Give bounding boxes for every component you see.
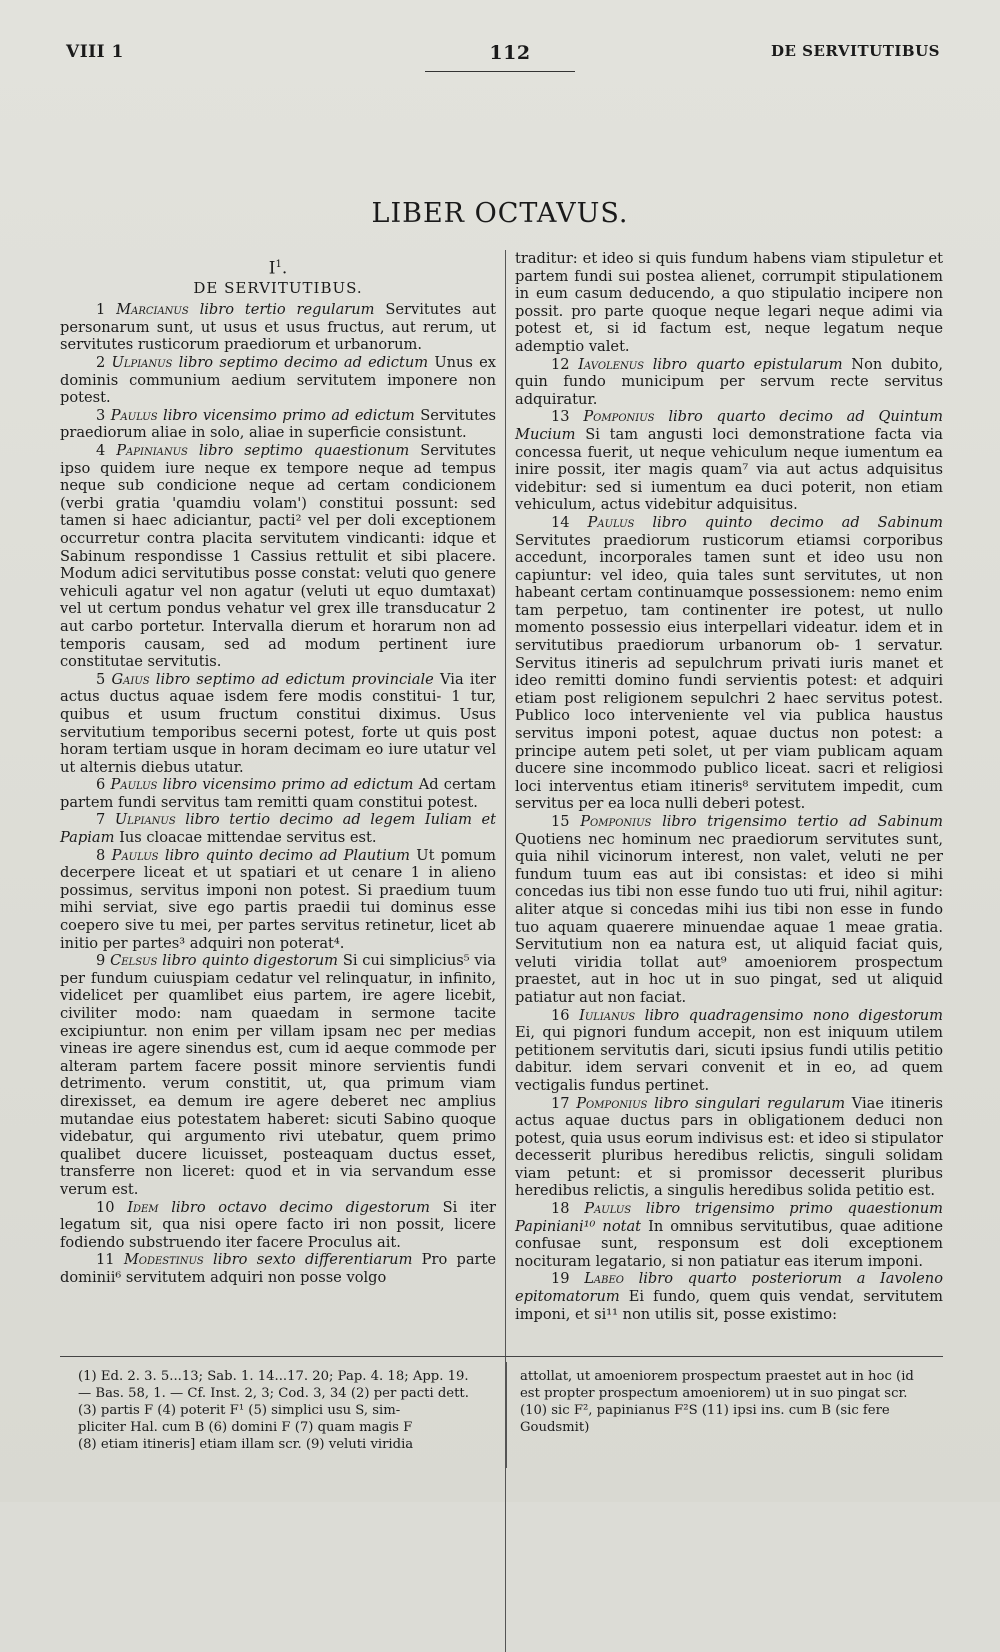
fragment-author: Iulianus xyxy=(579,1006,636,1024)
fragment xyxy=(60,952,496,1198)
fragment-number: 18 xyxy=(551,1200,585,1218)
fragment-number: 5 xyxy=(96,670,112,688)
fragment-number: 1 xyxy=(96,301,117,319)
fragment-source: libro quarto epistularum xyxy=(652,355,843,373)
right-column xyxy=(515,250,943,1323)
fragment-text: Si tam angusti loci demonstratione facta via concessa fuerit, ut neque vehiculum neque iumentum ea inire possit, iter magis quam⁷ via aut actus adquisitus videbitur: sed si iumentum ea duci poterit, non etiam vehiculum, actus videbitur adquisitus. xyxy=(515,425,944,514)
fragment-number: 16 xyxy=(551,1006,580,1024)
fragment xyxy=(60,442,496,671)
fragment-author: Papinianus xyxy=(116,442,188,459)
fragment xyxy=(515,356,943,409)
fragment-source: libro quarto decimo ad Quintum Mucium xyxy=(515,408,943,443)
fragment-number: 19 xyxy=(551,1270,585,1288)
left-column xyxy=(60,250,496,1287)
fragment-text: Servitutes aut personarum sunt, ut usus et usus fructus, aut rerum, ut servitutes rusticorum praediorum et urbanorum. xyxy=(60,301,496,354)
fragment-number: 15 xyxy=(551,813,581,830)
fragment-number: 11 xyxy=(96,1251,124,1269)
fragment-text: Quotiens nec hominum nec praediorum servitutes sunt, quia nihil vicinorum interest, non valet, veluti ne per fundum tuum eas aut ibi consistas: et ideo si mihi concedas ius tibi non esse fundo tuo uti frui, nihil agitur: aliter atque si concedas mihi ius tibi non esse in fundo tuo aquam quaerere minuendae aquae 1 meae gratia. Servitutium non ea natura est, ut aliquid faciat quis, veluti viridia tollat aut⁹ amoeniorem prospectum praestet, aut in hoc ut in suo pingat, sed ut aliquid patiatur aut non faciat. xyxy=(515,830,943,1006)
fragment-number: 9 xyxy=(96,952,111,970)
fragment-author: Ulpianus xyxy=(114,811,176,829)
fragment-source: libro quadragensimo nono digestorum xyxy=(644,1006,944,1024)
fragment-source: libro sexto differentiarum xyxy=(213,1251,413,1269)
fragment-source: libro septimo quaestionum xyxy=(198,442,410,459)
fragment xyxy=(60,407,496,442)
fragment-text: Ius cloacae mittendae servitus est. xyxy=(119,829,377,847)
fragment-text: Si cui simplicius⁵ via per fundum cuiuspiam cedatur vel relinquatur, in infinito, videlicet per quamlibet eius partem, ire agere licebit, civiliter modo: nam quaedam in sermone tacite excipiuntur. non enim per villam ipsam nec per medias vineas ire agere sinendus est, cum id aeque commode per alteram partem facere possit minore servientis fundi detrimento. verum constitit, ut, qua primum viam direxisset, ea demum ire agere deberet nec amplius mutandae eius potestatem haberet: sicuti Sabino quoque videbatur, qui argumento rivi utebatur, quem primo qualibet ducere licuisset, posteaquam ductus esset, transferre non liceret: quod et in via servandum esse verum est. xyxy=(60,952,497,1198)
footnotes-left xyxy=(78,1368,498,1453)
fragment-text: Servitutes praediorum aliae in solo, aliae in superficie consistunt. xyxy=(60,406,496,442)
fragment-text: Ei fundo, quem quis vendat, servitutem imponi, et si¹¹ non utilis sit, posse existimo: xyxy=(515,1288,943,1323)
fragment-number: 6 xyxy=(96,776,111,794)
fragment-author: Paulus xyxy=(587,513,635,531)
fragment xyxy=(60,776,496,811)
fragment-author: Pomponius xyxy=(580,813,652,830)
fragment xyxy=(515,1095,943,1201)
footnote-line: — Bas. 58, 1. — Cf. Inst. 2, 3; Cod. 3, 34 (2) per pacti dett. xyxy=(78,1386,469,1401)
fragment-source: libro octavo decimo digestorum xyxy=(171,1198,430,1216)
fragment-author: Pomponius xyxy=(583,408,655,426)
fragment-text: Servitutes praediorum rusticorum etiamsi corporibus accedunt, incorporales tamen sunt et ideo usu non capiuntur: vel ideo, quia tales sunt servitutes, ut non habeant certam continuamque possessionem: nemo enim tam perpetuo, tam continenter ire potest, ut nullo momento possessio eius interpellari videatur. idem et in servitutibus praediorum urbanorum ob- 1 servatur. Servitus itineris ad sepulchrum privati iuris manet et ideo remitti domino fundi servientis potest: et adquiri etiam post religionem sepulchri 2 haec servitus potest. Publico loco interveniente vel via publica haustus servitus imponi potest, aquae ductus non potest: a principe autem peti solet, ut per viam publicam aquam ducere sine incommodo publico liceat. sacri et religiosi loci interventus etiam itineris⁸ servitutem impedit, cum servitus per ea loca nulli deberi potest. xyxy=(515,531,943,813)
fragment-source: libro tertio regularum xyxy=(199,301,375,319)
fragment xyxy=(515,1007,943,1095)
fragment-source: libro quinto decimo ad Sabinum xyxy=(652,513,943,531)
fragment-source: libro tertio decimo ad legem Iuliam et Papiam xyxy=(60,811,496,847)
fragment xyxy=(60,301,496,354)
fragment xyxy=(515,1270,943,1323)
fragment-text: Pro parte dominii⁶ servitutem adquiri non posse volgo xyxy=(60,1251,496,1286)
fragment-text: Ut pomum decerpere liceat et ut spatiari et ut cenare 1 in alieno possimus, servitus imponi non potest. Si praedium tuum mihi serviat, sive ego partis praedii tui dominus esse coepero sive tu mei, per partes servitus retinetur, licet ab initio per partes³ adquiri non poterat⁴. xyxy=(60,846,496,952)
footnotes-right xyxy=(520,1368,945,1436)
fragment-number: 7 xyxy=(96,811,115,829)
fragment-source: libro quinto digestorum xyxy=(162,952,339,970)
fragment-author: Celsus xyxy=(110,952,158,970)
fragment-author: Pomponius xyxy=(576,1094,648,1112)
fragment-author: Labeo xyxy=(584,1270,624,1288)
fragment-number: 14 xyxy=(551,513,588,531)
right-fragments xyxy=(515,356,943,1324)
fragment-text: Ad certam partem fundi servitus tam remitti quam constitui potest. xyxy=(60,776,496,811)
fragment-author: Gaius xyxy=(111,670,150,688)
title-number: $I^1$. xyxy=(268,258,288,279)
fragment-author: Ulpianus xyxy=(111,354,173,372)
fragment-source: libro singulari regularum xyxy=(654,1094,846,1112)
fragment-author: Paulus xyxy=(110,776,158,794)
footnote-line: pliciter Hal. cum B (6) domini F (7) quam magis F xyxy=(78,1420,413,1435)
fragment-text: Si iter legatum sit, qua nisi opere facto iri non possit, licere fodiendo substruendo iter facere Proculus ait. xyxy=(60,1198,497,1251)
fragment-number: 10 xyxy=(96,1198,128,1216)
fragment-author: Marcianus xyxy=(116,301,189,319)
footnote-line: (10) sic F², papinianus F²S (11) ipsi ins. cum B (sic fere xyxy=(520,1403,890,1418)
footnote-line: (3) partis F (4) poterit F¹ (5) simplici usu S, sim- xyxy=(78,1403,401,1418)
fragment xyxy=(60,671,496,777)
footnote-line: (8) etiam itineris] etiam illam scr. (9) veluti viridia xyxy=(78,1437,414,1452)
fragment-number: 4 xyxy=(96,442,117,459)
fragment-source: libro quinto decimo ad Plautium xyxy=(164,846,410,864)
fragment-source: libro trigensimo tertio ad Sabinum xyxy=(662,813,943,830)
fragment-author: Paulus xyxy=(584,1200,632,1218)
fragment xyxy=(515,1200,943,1270)
fragment-text: Servitutes ipso quidem iure neque ex tempore neque ad tempus neque sub condicione neque ad certam condicionem (verbi gratia 'quamdiu volam') constitui possunt: sed tamen si haec adiciantur, pacti² vel per doli exceptionem occurretur contra placita servitutem vindicanti: idque et Sabinum respondisse 1 Cassius rettulit et sibi placere. Modum adici servitutibus posse constat: veluti quo genere vehiculi agatur vel non agatur (veluti ut equo dumtaxat) vel ut certum pondus vehatur vel grex ille transducatur 2 aut carbo portetur. Intervalla dierum et horarum non ad temporis causam, sed ad modum pertinent iure constitutae servitutis. xyxy=(60,442,496,671)
fragment-author: Iavolenus xyxy=(578,355,644,373)
header-running-title: DE SERVITUTIBUS xyxy=(770,42,940,60)
fragment-text: Viae itineris actus aquae ductus pars in obligationem deduci non potest, quia usus eorum indivisus est: et ideo si stipulator decesserit pluribus heredibus relictis, singuli solidam viam petunt: et si promissor decesserit pluribus heredibus relictis, a singulis heredibus solida petitio est. xyxy=(515,1094,944,1200)
left-fragments xyxy=(60,301,496,1286)
fragment-text: Via iter actus ductus aquae isdem fere modis constitui- 1 tur, quibus et usum fructum constitui diximus. Usus servitutium temporibus secerni potest, forte ut quis post horam tertiam usque in horam decimam eo iure utatur vel ut alternis diebus utatur. xyxy=(60,670,496,776)
fragment-author: Paulus xyxy=(111,846,159,864)
fragment-number: 2 xyxy=(96,354,112,372)
footnote-line: (1) Ed. 2. 3. 5...13; Sab. 1. 14...17. 20; Pap. 4. 18; App. 19. xyxy=(78,1369,469,1384)
fragment-author: Modestinus xyxy=(123,1251,204,1269)
header-book-chapter: VIII 1 xyxy=(66,42,124,62)
fragment-source: libro septimo decimo ad edictum xyxy=(178,354,429,372)
fragment-number: 13 xyxy=(551,408,584,426)
fragment-text: Non dubito, quin fundo municipum per servum recte servitus adquiratur. xyxy=(515,355,943,408)
footnote-rule xyxy=(60,1356,943,1357)
fragment-text: In omnibus servitutibus, quae aditione confusae sunt, responsum est doli exceptionem nocituram legatario, si non patiatur eas iterum imponi. xyxy=(515,1217,944,1270)
fragment xyxy=(60,1199,496,1252)
continued-text: traditur: et ideo si quis fundum habens viam stipuletur et partem fundi sui postea alienet, corrumpit stipulationem in eum casum deducendo, a quo stipulatio incipere non possit. pro parte quoque neque legari neque adimi via potest et, si id factum est, neque legatum neque ademptio valet. xyxy=(515,250,943,355)
fragment-number: 3 xyxy=(96,406,111,424)
fragment xyxy=(60,811,496,846)
fragment-author: Paulus xyxy=(110,406,158,424)
fragment-text: Ei, qui pignori fundum accepit, non est iniquum utilem petitionem servitutis dari, sicuti ipsius fundi utilis petitio dabitur. idem servari convenit et in eo, ad quem vectigalis fundus pertinet. xyxy=(515,1024,943,1094)
footnote-line: Goudsmit) xyxy=(520,1420,590,1435)
fragment-text: Unus ex dominis communium aedium servitutem imponere non potest. xyxy=(60,354,497,407)
page-number: 112 xyxy=(489,42,531,64)
footnote-line: attollat, ut amoeniorem prospectum praestet aut in hoc (id xyxy=(520,1369,914,1384)
fragment-source: libro septimo ad edictum provinciale xyxy=(155,670,434,688)
fragment-source: libro quarto posteriorum a Iavoleno epitomatorum xyxy=(515,1270,943,1306)
fragment-number: 12 xyxy=(551,355,579,373)
footnote-divider xyxy=(506,1362,507,1468)
header-rule xyxy=(425,71,575,72)
footnote-line: est propter prospectum amoeniorem) ut in suo pingat scr. xyxy=(520,1386,908,1401)
fragment-source: libro trigensimo primo quaestionum Papiniani¹⁰ notat xyxy=(515,1200,944,1235)
fragment-source: libro vicensimo primo ad edictum xyxy=(162,776,414,794)
fragment xyxy=(515,813,943,1007)
fragment xyxy=(515,408,943,514)
fragment-number: 8 xyxy=(96,846,112,864)
fragment xyxy=(60,354,496,407)
title-name: DE SERVITUTIBUS. xyxy=(193,278,363,297)
fragment xyxy=(60,1251,496,1286)
fragment xyxy=(60,847,496,953)
fragment xyxy=(515,514,943,813)
fragment-author: Idem xyxy=(127,1198,159,1216)
fragment-source: libro vicensimo primo ad edictum xyxy=(163,406,415,424)
book-title: LIBER OCTAVUS. xyxy=(371,198,629,229)
fragment-number: 17 xyxy=(551,1094,577,1112)
